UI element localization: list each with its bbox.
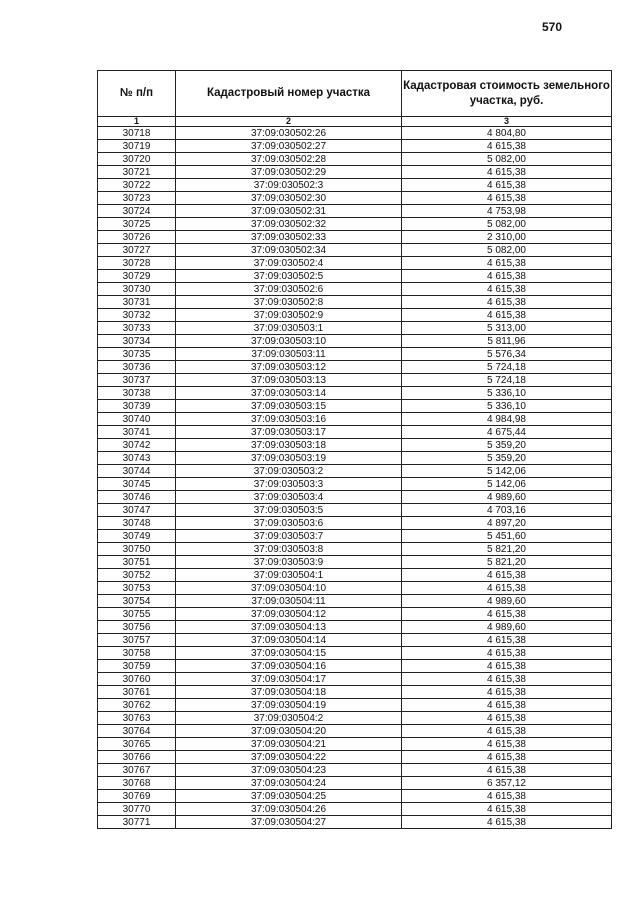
cadastral-number-cell: 37:09:030504:25 [176, 790, 402, 803]
cadastral-cost-value: 4 615,38 [487, 140, 526, 152]
cadastral-cost-cell [402, 673, 612, 686]
table-row [98, 192, 612, 205]
column-number: 1 [98, 117, 176, 127]
row-number-cell: 30743 [98, 452, 176, 465]
table-row [98, 738, 612, 751]
cadastral-number-cell: 37:09:030503:12 [176, 361, 402, 374]
cadastral-cost-cell [402, 166, 612, 179]
cadastral-cost-value: 4 615,38 [487, 179, 526, 191]
cadastral-cost-cell [402, 140, 612, 153]
row-number-cell: 30768 [98, 777, 176, 790]
cadastral-number-cell: 37:09:030504:26 [176, 803, 402, 816]
table-row [98, 270, 612, 283]
header-cadastral-number: Кадастровый номер участка [176, 71, 402, 117]
cadastral-cost-value: 5 811,96 [487, 335, 526, 347]
table-row [98, 348, 612, 361]
row-number-cell: 30751 [98, 556, 176, 569]
table-row [98, 309, 612, 322]
row-number-cell: 30769 [98, 790, 176, 803]
cadastral-cost-value: 4 615,38 [487, 166, 526, 178]
row-number-cell: 30755 [98, 608, 176, 621]
table-row [98, 127, 612, 140]
cadastral-cost-value: 4 989,60 [487, 621, 526, 633]
cadastral-cost-value: 4 615,38 [487, 582, 526, 594]
table-row [98, 816, 612, 829]
cadastral-number-cell: 37:09:030502:31 [176, 205, 402, 218]
table-row [98, 439, 612, 452]
cadastral-cost-cell [402, 348, 612, 361]
row-number-cell: 30718 [98, 127, 176, 140]
table-row [98, 595, 612, 608]
cadastral-cost-value: 4 615,38 [487, 283, 526, 295]
cadastral-number-cell: 37:09:030503:2 [176, 465, 402, 478]
table-row [98, 166, 612, 179]
row-number-cell: 30730 [98, 283, 176, 296]
cadastral-cost-cell [402, 413, 612, 426]
cadastral-cost-cell [402, 699, 612, 712]
cadastral-number-cell: 37:09:030504:22 [176, 751, 402, 764]
cadastral-cost-cell [402, 816, 612, 829]
cadastral-cost-value: 5 082,00 [487, 244, 526, 256]
cadastral-cost-value: 4 675,44 [487, 426, 526, 438]
row-number-cell: 30734 [98, 335, 176, 348]
cadastral-cost-cell [402, 439, 612, 452]
cadastral-cost-cell [402, 582, 612, 595]
cadastral-number-cell: 37:09:030504:24 [176, 777, 402, 790]
cadastral-cost-cell [402, 686, 612, 699]
table-row [98, 556, 612, 569]
cadastral-cost-cell [402, 192, 612, 205]
cadastral-cost-cell [402, 465, 612, 478]
column-number: 2 [176, 117, 402, 127]
row-number-cell: 30740 [98, 413, 176, 426]
cadastral-cost-cell [402, 790, 612, 803]
table-row [98, 257, 612, 270]
table-row [98, 322, 612, 335]
cadastral-cost-cell [402, 608, 612, 621]
row-number-cell: 30771 [98, 816, 176, 829]
header-cadastral-cost: Кадастровая стоимость земельного участка, руб. [402, 71, 612, 117]
cadastral-number-cell: 37:09:030503:11 [176, 348, 402, 361]
table-row [98, 699, 612, 712]
cadastral-cost-value: 4 615,38 [487, 816, 526, 828]
row-number-cell: 30763 [98, 712, 176, 725]
cadastral-cost-value: 4 615,38 [487, 738, 526, 750]
cadastral-number-cell: 37:09:030502:28 [176, 153, 402, 166]
row-number-cell: 30733 [98, 322, 176, 335]
cadastral-cost-cell [402, 361, 612, 374]
row-number-cell: 30745 [98, 478, 176, 491]
row-number-cell: 30721 [98, 166, 176, 179]
cadastral-number-cell: 37:09:030504:18 [176, 686, 402, 699]
header-row [98, 71, 612, 117]
cadastral-cost-cell [402, 322, 612, 335]
cadastral-cost-cell [402, 153, 612, 166]
cadastral-cost-cell [402, 543, 612, 556]
cadastral-cost-value: 4 615,38 [487, 751, 526, 763]
table-row [98, 725, 612, 738]
row-number-cell: 30732 [98, 309, 176, 322]
table-row [98, 244, 612, 257]
row-number-cell: 30770 [98, 803, 176, 816]
table-body [98, 127, 612, 829]
row-number-cell: 30741 [98, 426, 176, 439]
table-row [98, 140, 612, 153]
table-row [98, 777, 612, 790]
cadastral-number-cell: 37:09:030502:34 [176, 244, 402, 257]
cadastral-cost-value: 4 615,38 [487, 725, 526, 737]
cadastral-cost-value: 4 615,38 [487, 660, 526, 672]
cadastral-number-cell: 37:09:030503:4 [176, 491, 402, 504]
cadastral-number-cell: 37:09:030504:14 [176, 634, 402, 647]
cadastral-cost-value: 4 615,38 [487, 192, 526, 204]
table-row [98, 283, 612, 296]
cadastral-cost-value: 4 615,38 [487, 569, 526, 581]
cadastral-number-cell: 37:09:030502:3 [176, 179, 402, 192]
cadastral-cost-value: 4 804,80 [487, 127, 526, 139]
cadastral-cost-cell [402, 751, 612, 764]
cadastral-cost-cell [402, 647, 612, 660]
table-row [98, 231, 612, 244]
cadastral-cost-value: 4 615,38 [487, 686, 526, 698]
cadastral-cost-value: 5 336,10 [487, 387, 526, 399]
table-row [98, 296, 612, 309]
cadastral-cost-cell [402, 452, 612, 465]
row-number-cell: 30766 [98, 751, 176, 764]
cadastral-cost-cell [402, 296, 612, 309]
cadastral-number-cell: 37:09:030504:10 [176, 582, 402, 595]
row-number-cell: 30756 [98, 621, 176, 634]
cadastral-cost-value: 5 142,06 [487, 478, 526, 490]
cadastral-number-cell: 37:09:030502:33 [176, 231, 402, 244]
table-row [98, 634, 612, 647]
table-row [98, 179, 612, 192]
table-row [98, 218, 612, 231]
cadastral-cost-value: 4 615,38 [487, 647, 526, 659]
row-number-cell: 30746 [98, 491, 176, 504]
cadastral-number-cell: 37:09:030504:19 [176, 699, 402, 712]
cadastral-cost-cell [402, 478, 612, 491]
cadastral-cost-value: 4 615,38 [487, 634, 526, 646]
cadastral-cost-value: 4 703,16 [487, 504, 526, 516]
cadastral-cost-cell [402, 244, 612, 257]
cadastral-number-cell: 37:09:030503:3 [176, 478, 402, 491]
cadastral-cost-value: 6 357,12 [487, 777, 526, 789]
cadastral-number-cell: 37:09:030503:17 [176, 426, 402, 439]
cadastral-cost-value: 4 989,60 [487, 491, 526, 503]
cadastral-number-cell: 37:09:030503:9 [176, 556, 402, 569]
table-row [98, 465, 612, 478]
cadastral-cost-value: 5 821,20 [487, 556, 526, 568]
cadastral-number-cell: 37:09:030503:8 [176, 543, 402, 556]
cadastral-cost-value: 5 313,00 [487, 322, 526, 334]
table-row [98, 530, 612, 543]
cadastral-cost-value: 4 615,38 [487, 673, 526, 685]
cadastral-number-cell: 37:09:030502:26 [176, 127, 402, 140]
cadastral-cost-value: 4 984,98 [487, 413, 526, 425]
cadastral-number-cell: 37:09:030503:14 [176, 387, 402, 400]
cadastral-cost-cell [402, 595, 612, 608]
cadastral-cost-value: 4 615,38 [487, 790, 526, 802]
table-row [98, 491, 612, 504]
cadastral-cost-cell [402, 127, 612, 140]
cadastral-number-cell: 37:09:030503:7 [176, 530, 402, 543]
cadastral-cost-cell [402, 400, 612, 413]
row-number-cell: 30739 [98, 400, 176, 413]
cadastral-cost-cell [402, 504, 612, 517]
table-row [98, 764, 612, 777]
cadastral-cost-value: 4 615,38 [487, 257, 526, 269]
row-number-cell: 30729 [98, 270, 176, 283]
row-number-cell: 30749 [98, 530, 176, 543]
cadastral-cost-cell [402, 231, 612, 244]
table-row [98, 712, 612, 725]
cadastral-cost-value: 2 310,00 [487, 231, 526, 243]
row-number-cell: 30731 [98, 296, 176, 309]
row-number-cell: 30725 [98, 218, 176, 231]
row-number-cell: 30724 [98, 205, 176, 218]
cadastral-cost-cell [402, 335, 612, 348]
cadastral-cost-cell [402, 621, 612, 634]
table-row [98, 335, 612, 348]
row-number-cell: 30748 [98, 517, 176, 530]
row-number-cell: 30752 [98, 569, 176, 582]
table-row [98, 504, 612, 517]
cadastral-number-cell: 37:09:030504:13 [176, 621, 402, 634]
cadastral-number-cell: 37:09:030503:15 [176, 400, 402, 413]
cadastral-cost-cell [402, 803, 612, 816]
cadastral-cost-cell [402, 257, 612, 270]
cadastral-cost-value: 4 989,60 [487, 595, 526, 607]
cadastral-number-cell: 37:09:030504:11 [176, 595, 402, 608]
table-row [98, 790, 612, 803]
cadastral-cost-value: 4 615,38 [487, 712, 526, 724]
cadastral-number-cell: 37:09:030503:5 [176, 504, 402, 517]
cadastral-number-cell: 37:09:030503:6 [176, 517, 402, 530]
cadastral-cost-cell [402, 374, 612, 387]
cadastral-cost-cell [402, 660, 612, 673]
header-row-number: № п/п [98, 71, 176, 117]
cadastral-number-cell: 37:09:030504:21 [176, 738, 402, 751]
cadastral-cost-cell [402, 283, 612, 296]
cadastral-cost-cell [402, 725, 612, 738]
table-row [98, 673, 612, 686]
cadastral-number-cell: 37:09:030504:15 [176, 647, 402, 660]
row-number-cell: 30722 [98, 179, 176, 192]
table-row [98, 517, 612, 530]
table-row [98, 387, 612, 400]
cadastral-cost-value: 4 615,38 [487, 309, 526, 321]
row-number-cell: 30767 [98, 764, 176, 777]
cadastral-cost-cell [402, 556, 612, 569]
cadastral-cost-cell [402, 387, 612, 400]
cadastral-cost-cell [402, 179, 612, 192]
cadastral-number-cell: 37:09:030502:27 [176, 140, 402, 153]
cadastral-cost-value: 5 724,18 [487, 361, 526, 373]
cadastral-cost-value: 5 359,20 [487, 439, 526, 451]
cadastral-cost-cell [402, 270, 612, 283]
cadastral-cost-cell [402, 738, 612, 751]
cadastral-number-cell: 37:09:030502:29 [176, 166, 402, 179]
cadastral-cost-cell [402, 426, 612, 439]
cadastral-cost-value: 4 615,38 [487, 699, 526, 711]
cadastral-number-cell: 37:09:030502:4 [176, 257, 402, 270]
column-number-row [98, 117, 612, 127]
cadastral-number-cell: 37:09:030502:9 [176, 309, 402, 322]
table-row [98, 400, 612, 413]
cadastral-cost-cell [402, 634, 612, 647]
cadastral-number-cell: 37:09:030502:5 [176, 270, 402, 283]
cadastral-cost-cell [402, 517, 612, 530]
cadastral-number-cell: 37:09:030504:1 [176, 569, 402, 582]
row-number-cell: 30738 [98, 387, 176, 400]
table-header [98, 71, 612, 127]
cadastral-cost-cell [402, 777, 612, 790]
row-number-cell: 30757 [98, 634, 176, 647]
table-row [98, 647, 612, 660]
table-row [98, 608, 612, 621]
table-row [98, 660, 612, 673]
row-number-cell: 30760 [98, 673, 176, 686]
row-number-cell: 30754 [98, 595, 176, 608]
cadastral-cost-value: 5 359,20 [487, 452, 526, 464]
cadastral-number-cell: 37:09:030504:23 [176, 764, 402, 777]
row-number-cell: 30747 [98, 504, 176, 517]
cadastral-cost-cell [402, 530, 612, 543]
cadastral-cost-value: 5 336,10 [487, 400, 526, 412]
row-number-cell: 30765 [98, 738, 176, 751]
cadastral-number-cell: 37:09:030504:12 [176, 608, 402, 621]
row-number-cell: 30753 [98, 582, 176, 595]
row-number-cell: 30736 [98, 361, 176, 374]
row-number-cell: 30750 [98, 543, 176, 556]
table-row [98, 803, 612, 816]
cadastral-cost-cell [402, 569, 612, 582]
row-number-cell: 30727 [98, 244, 176, 257]
cadastral-cost-value: 4 615,38 [487, 764, 526, 776]
row-number-cell: 30744 [98, 465, 176, 478]
cadastral-number-cell: 37:09:030503:19 [176, 452, 402, 465]
cadastral-number-cell: 37:09:030503:16 [176, 413, 402, 426]
cadastral-number-cell: 37:09:030504:16 [176, 660, 402, 673]
cadastral-cost-value: 4 615,38 [487, 270, 526, 282]
row-number-cell: 30720 [98, 153, 176, 166]
cadastral-number-cell: 37:09:030502:6 [176, 283, 402, 296]
cadastral-number-cell: 37:09:030504:27 [176, 816, 402, 829]
row-number-cell: 30719 [98, 140, 176, 153]
table-row [98, 413, 612, 426]
cadastral-cost-value: 4 753,98 [487, 205, 526, 217]
row-number-cell: 30735 [98, 348, 176, 361]
cadastral-cost-value: 5 082,00 [487, 153, 526, 165]
row-number-cell: 30728 [98, 257, 176, 270]
cadastral-cost-value: 5 821,20 [487, 543, 526, 555]
table-row [98, 686, 612, 699]
cadastral-number-cell: 37:09:030504:20 [176, 725, 402, 738]
table-row [98, 205, 612, 218]
cadastral-number-cell: 37:09:030503:13 [176, 374, 402, 387]
cadastral-number-cell: 37:09:030504:17 [176, 673, 402, 686]
table-row [98, 452, 612, 465]
table-row [98, 361, 612, 374]
cadastral-number-cell: 37:09:030503:18 [176, 439, 402, 452]
cadastral-number-cell: 37:09:030504:2 [176, 712, 402, 725]
page-number: 570 [542, 20, 563, 34]
table-row [98, 374, 612, 387]
row-number-cell: 30737 [98, 374, 176, 387]
cadastral-number-cell: 37:09:030502:8 [176, 296, 402, 309]
cadastral-cost-cell [402, 218, 612, 231]
table-row [98, 478, 612, 491]
row-number-cell: 30764 [98, 725, 176, 738]
table-row [98, 569, 612, 582]
cadastral-cost-value: 5 142,06 [487, 465, 526, 477]
row-number-cell: 30761 [98, 686, 176, 699]
table-row [98, 153, 612, 166]
table-row [98, 582, 612, 595]
table-row [98, 621, 612, 634]
cadastral-cost-cell [402, 205, 612, 218]
cadastral-table [97, 70, 612, 829]
cadastral-cost-value: 4 897,20 [487, 517, 526, 529]
cadastral-cost-value: 4 615,38 [487, 608, 526, 620]
table-row [98, 543, 612, 556]
column-number: 3 [402, 117, 612, 127]
row-number-cell: 30758 [98, 647, 176, 660]
row-number-cell: 30726 [98, 231, 176, 244]
cadastral-cost-value: 5 576,34 [487, 348, 526, 360]
cadastral-cost-cell [402, 491, 612, 504]
row-number-cell: 30742 [98, 439, 176, 452]
cadastral-number-cell: 37:09:030502:32 [176, 218, 402, 231]
cadastral-cost-cell [402, 309, 612, 322]
cadastral-number-cell: 37:09:030502:30 [176, 192, 402, 205]
table-row [98, 426, 612, 439]
row-number-cell: 30762 [98, 699, 176, 712]
cadastral-cost-value: 4 615,38 [487, 296, 526, 308]
cadastral-cost-value: 4 615,38 [487, 803, 526, 815]
cadastral-cost-cell [402, 764, 612, 777]
cadastral-cost-value: 5 451,60 [487, 530, 526, 542]
cadastral-number-cell: 37:09:030503:1 [176, 322, 402, 335]
row-number-cell: 30759 [98, 660, 176, 673]
cadastral-cost-cell [402, 712, 612, 725]
cadastral-number-cell: 37:09:030503:10 [176, 335, 402, 348]
cadastral-cost-value: 5 724,18 [487, 374, 526, 386]
row-number-cell: 30723 [98, 192, 176, 205]
cadastral-cost-value: 5 082,00 [487, 218, 526, 230]
table-row [98, 751, 612, 764]
